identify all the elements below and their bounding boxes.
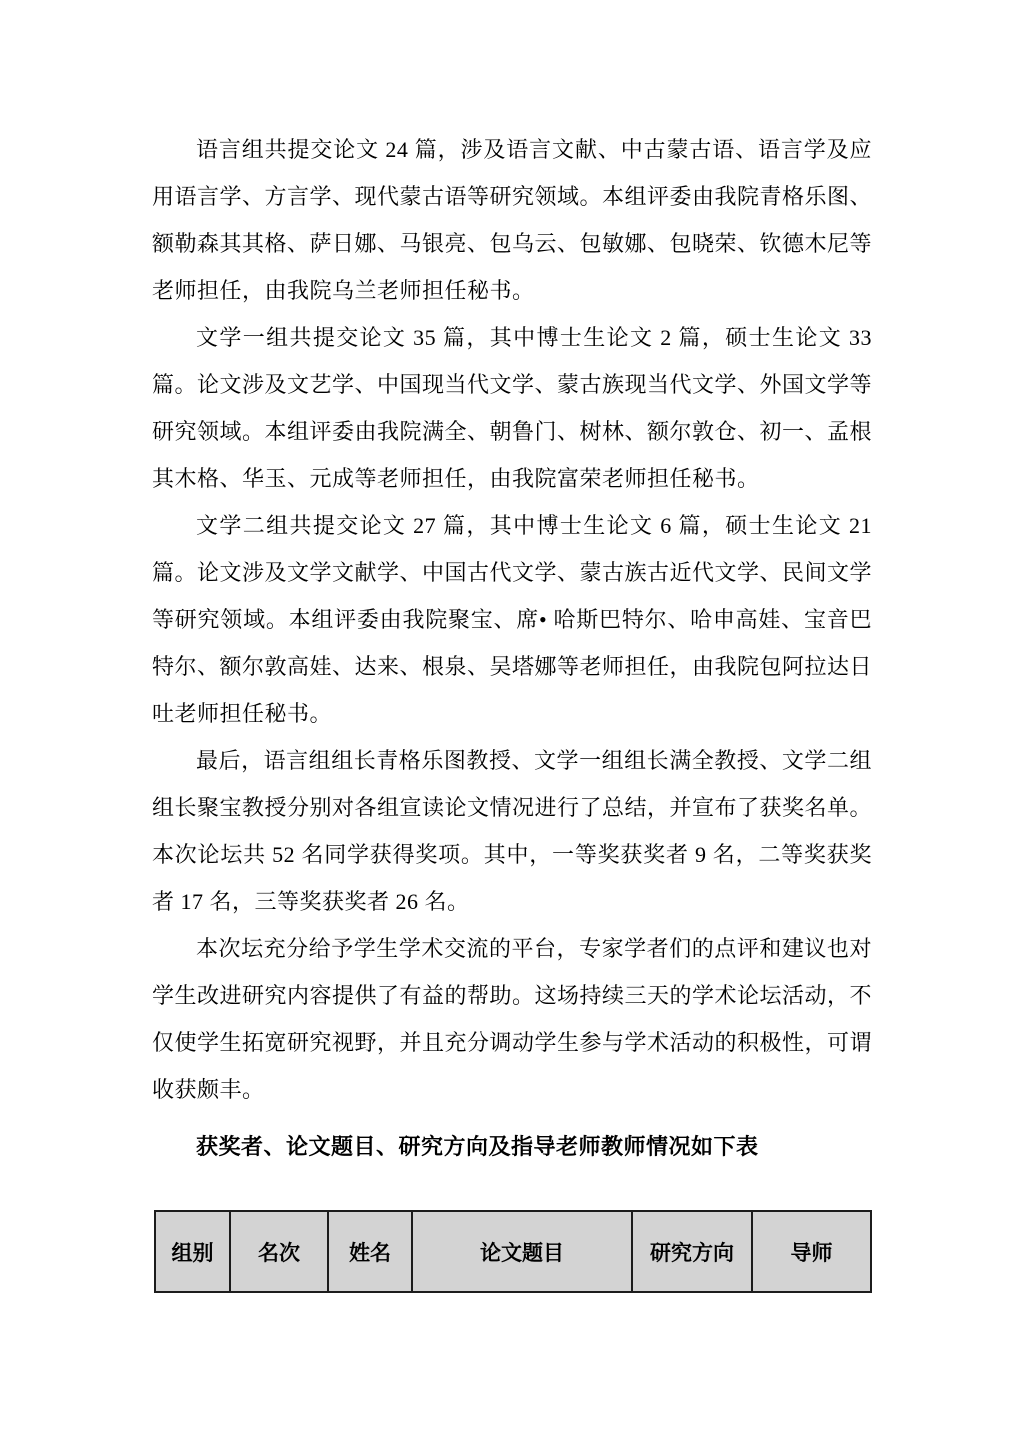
header-cell-research-field: 研究方向 [632, 1211, 752, 1292]
paragraph-conclusion: 本次坛充分给予学生学术交流的平台，专家学者们的点评和建议也对学生改进研究内容提供了有益的帮助。这场持续三天的学术论坛活动，不仅使学生拓宽研究视野，并且充分调动学生参与学术活动的积极性，可谓收获颇丰。 [152, 936, 873, 1102]
header-cell-group: 组别 [155, 1211, 230, 1292]
header-cell-name: 姓名 [328, 1211, 412, 1292]
table-caption-heading: 获奖者、论文题目、研究方向及指导老师教师情况如下表 [196, 1134, 759, 1159]
paragraph-language-group: 语言组共提交论文 24 篇，涉及语言文献、中古蒙古语、语言学及应用语言学、方言学、现代蒙古语等研究领域。本组评委由我院青格乐图、额勒森其其格、萨日娜、马银亮、包乌云、包敏娜、包晓荣、钦德木尼等老师担任，由我院乌兰老师担任秘书。 [152, 137, 873, 303]
header-cell-rank: 名次 [230, 1211, 328, 1292]
awards-table-header-row [155, 1211, 871, 1292]
paragraph-literature-group-1: 文学一组共提交论文 35 篇，其中博士生论文 2 篇，硕士生论文 33 篇。论文涉及文艺学、中国现当代文学、蒙古族现当代文学、外国文学等研究领域。本组评委由我院满全、朝鲁门、树林、额尔敦仓、初一、孟根其木格、华玉、元成等老师担任，由我院富荣老师担任秘书。 [152, 325, 873, 491]
paragraph-literature-group-2: 文学二组共提交论文 27 篇，其中博士生论文 6 篇，硕士生论文 21 篇。论文涉及文学文献学、中国古代文学、蒙古族古近代文学、民间文学等研究领域。本组评委由我院聚宝、席• 哈斯巴特尔、哈申高娃、宝音巴特尔、额尔敦高娃、达来、根泉、吴塔娜等老师担任，由我院包阿拉达日吐老师担任秘书。 [152, 513, 873, 726]
paragraph-awards-summary: 最后，语言组组长青格乐图教授、文学一组组长满全教授、文学二组组长聚宝教授分别对各组宣读论文情况进行了总结，并宣布了获奖名单。本次论坛共 52 名同学获得奖项。其中，一等奖获奖者 9 名，二等奖获奖者 17 名，三等奖获奖者 26 名。 [152, 748, 873, 914]
awards-table [154, 1210, 872, 1293]
header-cell-paper-title: 论文题目 [412, 1211, 632, 1292]
header-cell-advisor: 导师 [752, 1211, 871, 1292]
